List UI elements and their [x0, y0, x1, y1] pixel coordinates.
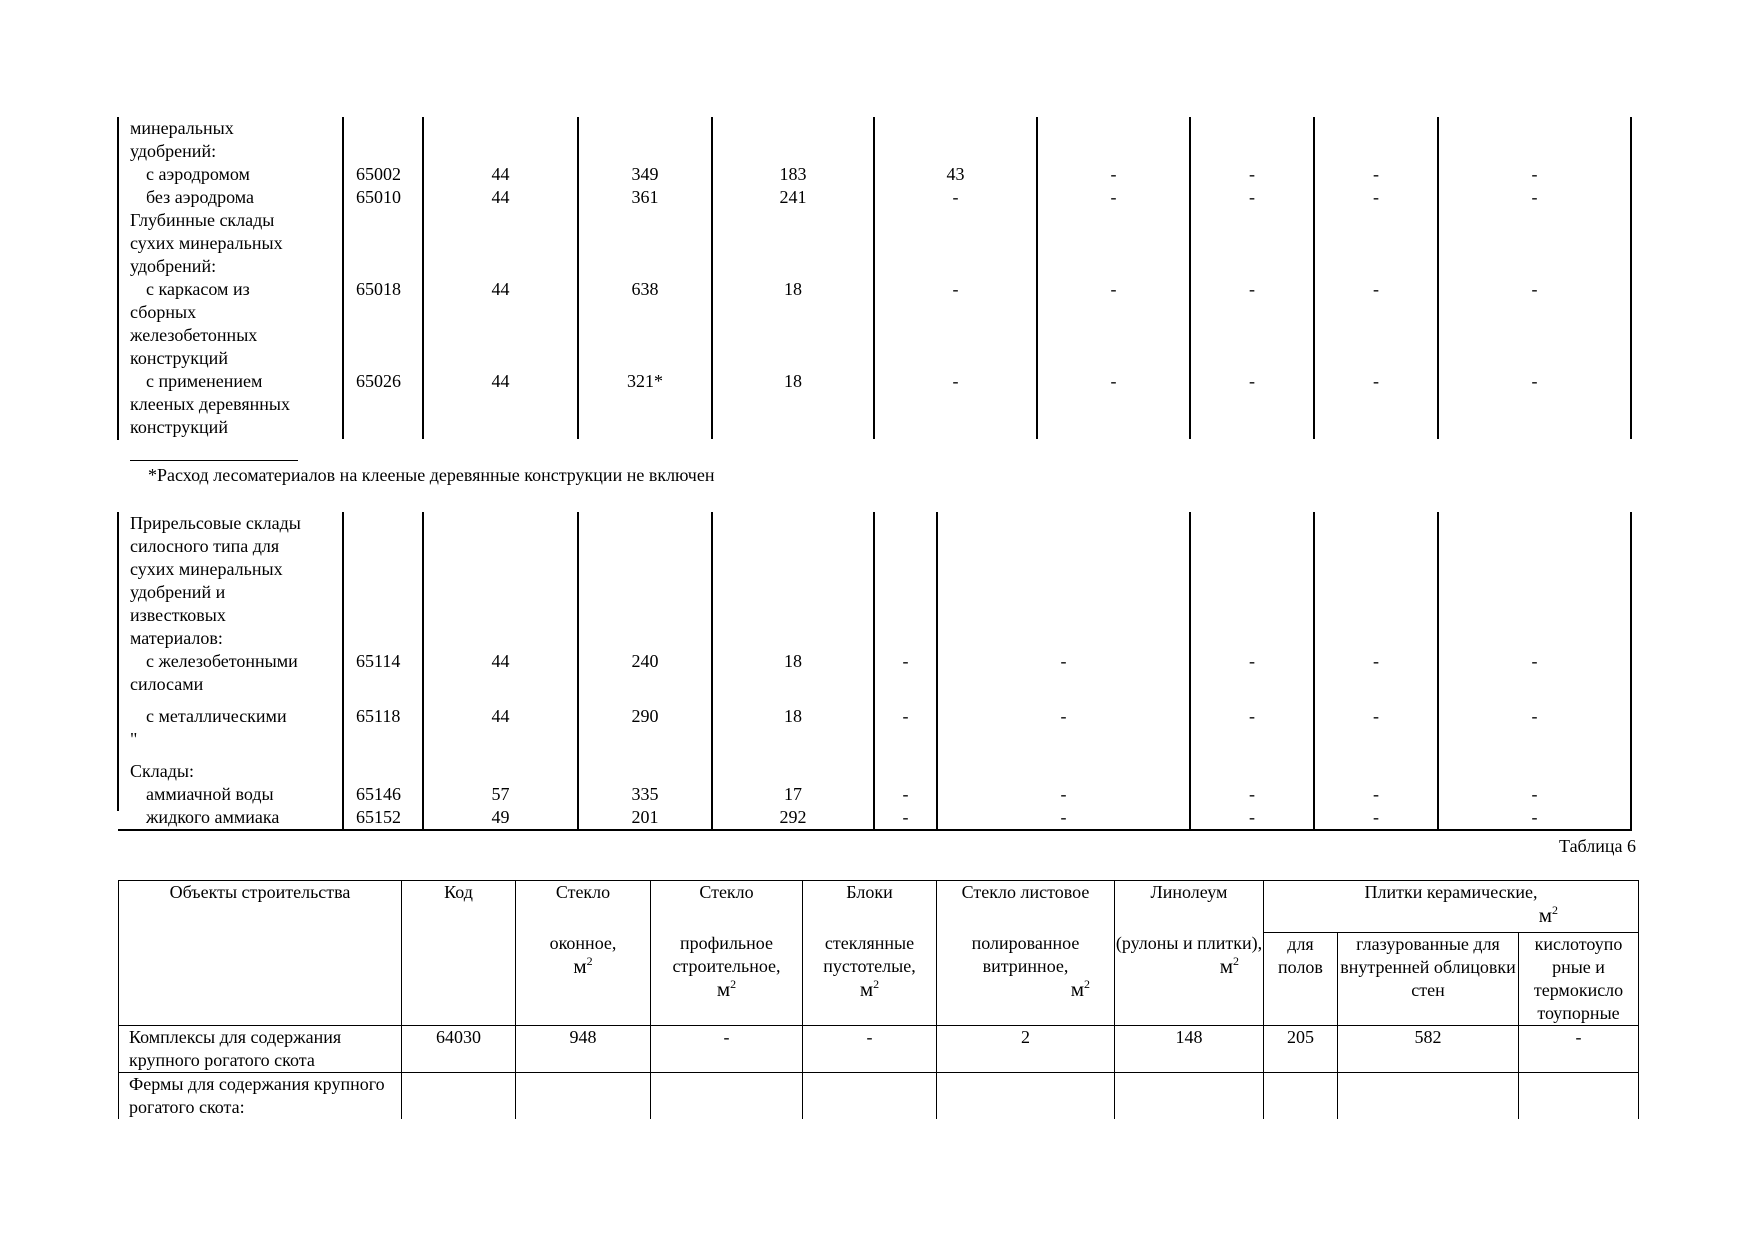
table-row: [118, 806, 1631, 830]
cell: [1438, 117, 1631, 163]
cell: [423, 751, 578, 783]
row-name-line: удобрений и: [130, 582, 226, 602]
row-name: [118, 751, 343, 783]
cell: [423, 117, 578, 163]
table-row: [118, 370, 1631, 439]
unit-exp: 2: [730, 977, 737, 991]
cell: -: [1438, 696, 1631, 751]
row-name-line: конструкций: [130, 348, 228, 368]
row-name-line: конструкций: [130, 417, 228, 437]
table-6: [118, 880, 1639, 1119]
cell: [1314, 751, 1438, 783]
cell: [712, 512, 874, 650]
row-name-line: без аэродрома: [146, 187, 255, 207]
cell: -: [1037, 186, 1190, 209]
cell: -: [937, 696, 1190, 751]
cell: [874, 751, 937, 783]
cell: 44: [423, 650, 578, 696]
row-name-line: с железобетонными: [146, 651, 298, 671]
row-name-line: сборных: [130, 302, 197, 322]
row-code: 65114: [343, 650, 423, 696]
cell: [712, 751, 874, 783]
cell: -: [1314, 370, 1438, 439]
cell: 18: [712, 278, 874, 370]
row-name-line: силосного типа для: [130, 536, 280, 556]
cell: -: [874, 650, 937, 696]
cell: 44: [423, 163, 578, 186]
row-name-line: силосами: [130, 674, 204, 694]
table-row: [118, 783, 1631, 806]
cell: [712, 117, 874, 163]
cell: [1314, 209, 1438, 278]
header-blocks: [803, 881, 937, 1026]
header-blocks-sub: стеклянные пустотелые,: [823, 933, 916, 976]
row-name: Фермы для содержания крупного рогатого скота:: [119, 1073, 402, 1120]
row-name-line: аммиачной воды: [146, 784, 274, 804]
unit: м: [1219, 954, 1233, 978]
header-tiles-title: Плитки керамические,: [1364, 882, 1538, 902]
cell: 638: [578, 278, 712, 370]
cell: 44: [423, 186, 578, 209]
cell: -: [1037, 278, 1190, 370]
cell: -: [1438, 650, 1631, 696]
table-row: [118, 278, 1631, 370]
cell: 183: [712, 163, 874, 186]
cell: 44: [423, 278, 578, 370]
cell: 17: [712, 783, 874, 806]
cell: -: [874, 806, 937, 830]
table-row: [119, 1026, 1639, 1073]
cell: -: [1314, 696, 1438, 751]
table-row: [118, 650, 1631, 696]
row-name-line: сухих минеральных: [130, 559, 283, 579]
cell: [1438, 512, 1631, 650]
row-name: Комплексы для содержания крупного рогатого скота: [119, 1026, 402, 1073]
cell: -: [874, 783, 937, 806]
cell: -: [1037, 163, 1190, 186]
cell: [578, 751, 712, 783]
table-row: [119, 1073, 1639, 1120]
table-upper: [118, 117, 1632, 439]
cell: [1190, 751, 1314, 783]
cell: -: [1314, 278, 1438, 370]
unit-exp: 2: [1084, 977, 1090, 991]
table-label: Таблица 6: [1559, 836, 1636, 856]
row-code: 65026: [343, 370, 423, 439]
row-code: [343, 209, 423, 278]
cell: -: [1037, 370, 1190, 439]
cell: -: [937, 783, 1190, 806]
row-name-line: железобетонных: [130, 325, 258, 345]
cell: [874, 209, 1037, 278]
cell: 321*: [578, 370, 712, 439]
table-row: [118, 696, 1631, 751]
row-code: [343, 751, 423, 783]
cell: -: [1190, 696, 1314, 751]
header-glass-sheet-title: Стекло листовое: [961, 882, 1090, 902]
row-code: 65010: [343, 186, 423, 209]
cell: -: [651, 1026, 803, 1073]
row-code: [343, 117, 423, 163]
unit-exp: 2: [1233, 954, 1239, 968]
row-name: [118, 370, 343, 439]
cell: 948: [516, 1026, 651, 1073]
cell: 2: [937, 1026, 1115, 1073]
table-lower: [118, 512, 1632, 831]
row-name: [118, 186, 343, 209]
row-name-line: Склады:: [130, 761, 194, 781]
row-name: [118, 117, 343, 163]
cell: 201: [578, 806, 712, 830]
row-name-line: с каркасом из: [146, 279, 250, 299]
row-name: [118, 696, 343, 751]
cell: -: [1438, 186, 1631, 209]
cell: [937, 512, 1190, 650]
cell: [578, 117, 712, 163]
row-name-line: удобрений:: [130, 256, 217, 276]
cell: -: [1519, 1026, 1639, 1073]
cell: -: [1314, 163, 1438, 186]
table-upper-body: [118, 117, 1631, 439]
row-name-line: материалов:: [130, 628, 223, 648]
cell: 240: [578, 650, 712, 696]
cell: -: [1314, 783, 1438, 806]
row-name: [118, 163, 343, 186]
table-row: [118, 209, 1631, 278]
cell: [937, 751, 1190, 783]
cell: [937, 1073, 1115, 1120]
header-tiles: [1264, 881, 1639, 933]
cell: -: [1438, 163, 1631, 186]
cell: -: [874, 278, 1037, 370]
row-name-line: с металлическими: [146, 706, 287, 726]
row-name: [118, 278, 343, 370]
cell: [1190, 512, 1314, 650]
table-lower-body: [118, 512, 1631, 830]
header-tiles-acid: кислотоупо рные и термокисло тоупорные: [1519, 933, 1639, 1026]
cell: [874, 512, 937, 650]
cell: [712, 209, 874, 278]
cell: [1519, 1073, 1639, 1120]
unit-exp: 2: [586, 954, 593, 968]
header-glass-window-sub: оконное,: [549, 933, 617, 953]
cell: [1037, 209, 1190, 278]
cell: [578, 209, 712, 278]
cell: -: [1314, 806, 1438, 830]
cell: -: [1190, 278, 1314, 370]
cell: 148: [1115, 1026, 1264, 1073]
cell: [803, 1073, 937, 1120]
footnote-rule: [130, 460, 298, 461]
cell: 57: [423, 783, 578, 806]
cell: -: [874, 186, 1037, 209]
header-tiles-floor: для полов: [1264, 933, 1338, 1026]
row-code: [343, 512, 423, 650]
cell: 18: [712, 650, 874, 696]
header-glass-sheet: [937, 881, 1115, 1026]
cell: [423, 512, 578, 650]
header-linoleum-title: Линолеум: [1150, 882, 1228, 902]
cell: [1190, 209, 1314, 278]
row-name: [118, 209, 343, 278]
cell: [423, 209, 578, 278]
table-row: [118, 512, 1631, 650]
row-code: [402, 1073, 516, 1120]
cell: 335: [578, 783, 712, 806]
cell: [874, 117, 1037, 163]
cell: [1438, 209, 1631, 278]
unit: м: [1538, 903, 1553, 927]
header-glass-profile: [651, 881, 803, 1026]
header-objects: Объекты строительства: [119, 881, 402, 1026]
cell: 43: [874, 163, 1037, 186]
header-glass-window: [516, 881, 651, 1026]
unit: м: [716, 977, 731, 1001]
cell: -: [937, 650, 1190, 696]
cell: [578, 512, 712, 650]
row-name: [118, 650, 343, 696]
cell: [1190, 117, 1314, 163]
cell: 241: [712, 186, 874, 209]
table-row: [118, 117, 1631, 163]
row-code: 65118: [343, 696, 423, 751]
cell: 18: [712, 370, 874, 439]
header-linoleum: [1115, 881, 1264, 1026]
header-linoleum-sub: (рулоны и плитки),: [1115, 933, 1263, 953]
cell: -: [1190, 806, 1314, 830]
cell: -: [1438, 278, 1631, 370]
cell: [651, 1073, 803, 1120]
cell: [1438, 751, 1631, 783]
row-code: 65018: [343, 278, 423, 370]
row-code: 64030: [402, 1026, 516, 1073]
cell: 292: [712, 806, 874, 830]
cell: 361: [578, 186, 712, 209]
unit-exp: 2: [873, 977, 880, 991]
row-name-line: жидкого аммиака: [146, 807, 280, 827]
row-code: 65152: [343, 806, 423, 830]
table-row: [118, 186, 1631, 209]
cell: 349: [578, 163, 712, 186]
unit-exp: 2: [1552, 903, 1559, 917]
table-row: [118, 751, 1631, 783]
cell: [1338, 1073, 1519, 1120]
cell: -: [1190, 163, 1314, 186]
cell: 18: [712, 696, 874, 751]
cell: 44: [423, 370, 578, 439]
row-name: [118, 783, 343, 806]
row-name-line: Глубинные склады: [130, 210, 275, 230]
header-glass-profile-title: Стекло: [699, 882, 754, 902]
unit: м: [1070, 977, 1084, 1001]
cell: [1314, 117, 1438, 163]
cell: -: [1438, 370, 1631, 439]
cell: 582: [1338, 1026, 1519, 1073]
row-name: [118, 512, 343, 650]
cell: 290: [578, 696, 712, 751]
cell: -: [874, 370, 1037, 439]
cell: -: [1314, 186, 1438, 209]
row-name-line: с применением: [146, 371, 263, 391]
cell: -: [1438, 806, 1631, 830]
cell: 44: [423, 696, 578, 751]
row-name-line: Прирельсовые склады: [130, 513, 301, 533]
cell: [516, 1073, 651, 1120]
cell: -: [803, 1026, 937, 1073]
row-name-line: удобрений:: [130, 141, 217, 161]
row-code: 65002: [343, 163, 423, 186]
cell: -: [1190, 650, 1314, 696]
cell: -: [1190, 783, 1314, 806]
cell: -: [937, 806, 1190, 830]
unit: м: [573, 954, 587, 978]
row-code: 65146: [343, 783, 423, 806]
header-tiles-glazed: глазурованные для внутренней облицовки стен: [1338, 933, 1519, 1026]
row-name-line: с аэродромом: [146, 164, 250, 184]
cell: -: [1190, 370, 1314, 439]
cell: -: [1190, 186, 1314, 209]
row-name-line: сухих минеральных: [130, 233, 283, 253]
row-name-line: ": [130, 729, 138, 749]
row-name-line: минеральных: [130, 118, 234, 138]
footnote: *Расход лесоматериалов на клееные деревянные конструкции не включен: [148, 465, 715, 485]
row-name-line: клееных деревянных: [130, 394, 290, 414]
cell: [1115, 1073, 1264, 1120]
header-glass-profile-sub: профильное строительное,: [672, 933, 781, 976]
cell: [1264, 1073, 1338, 1120]
cell: [1314, 512, 1438, 650]
header-code: Код: [402, 881, 516, 1026]
unit: м: [859, 977, 874, 1001]
cell: -: [874, 696, 937, 751]
cell: -: [1314, 650, 1438, 696]
header-glass-window-title: Стекло: [555, 882, 611, 902]
cell: 49: [423, 806, 578, 830]
cell: [1037, 117, 1190, 163]
header-blocks-title: Блоки: [846, 882, 893, 902]
cell: 205: [1264, 1026, 1338, 1073]
row-name-line: известковых: [130, 605, 226, 625]
table-row: [118, 163, 1631, 186]
row-name: [118, 806, 343, 830]
header-glass-sheet-sub: полированное витринное,: [971, 933, 1080, 976]
cell: -: [1438, 783, 1631, 806]
